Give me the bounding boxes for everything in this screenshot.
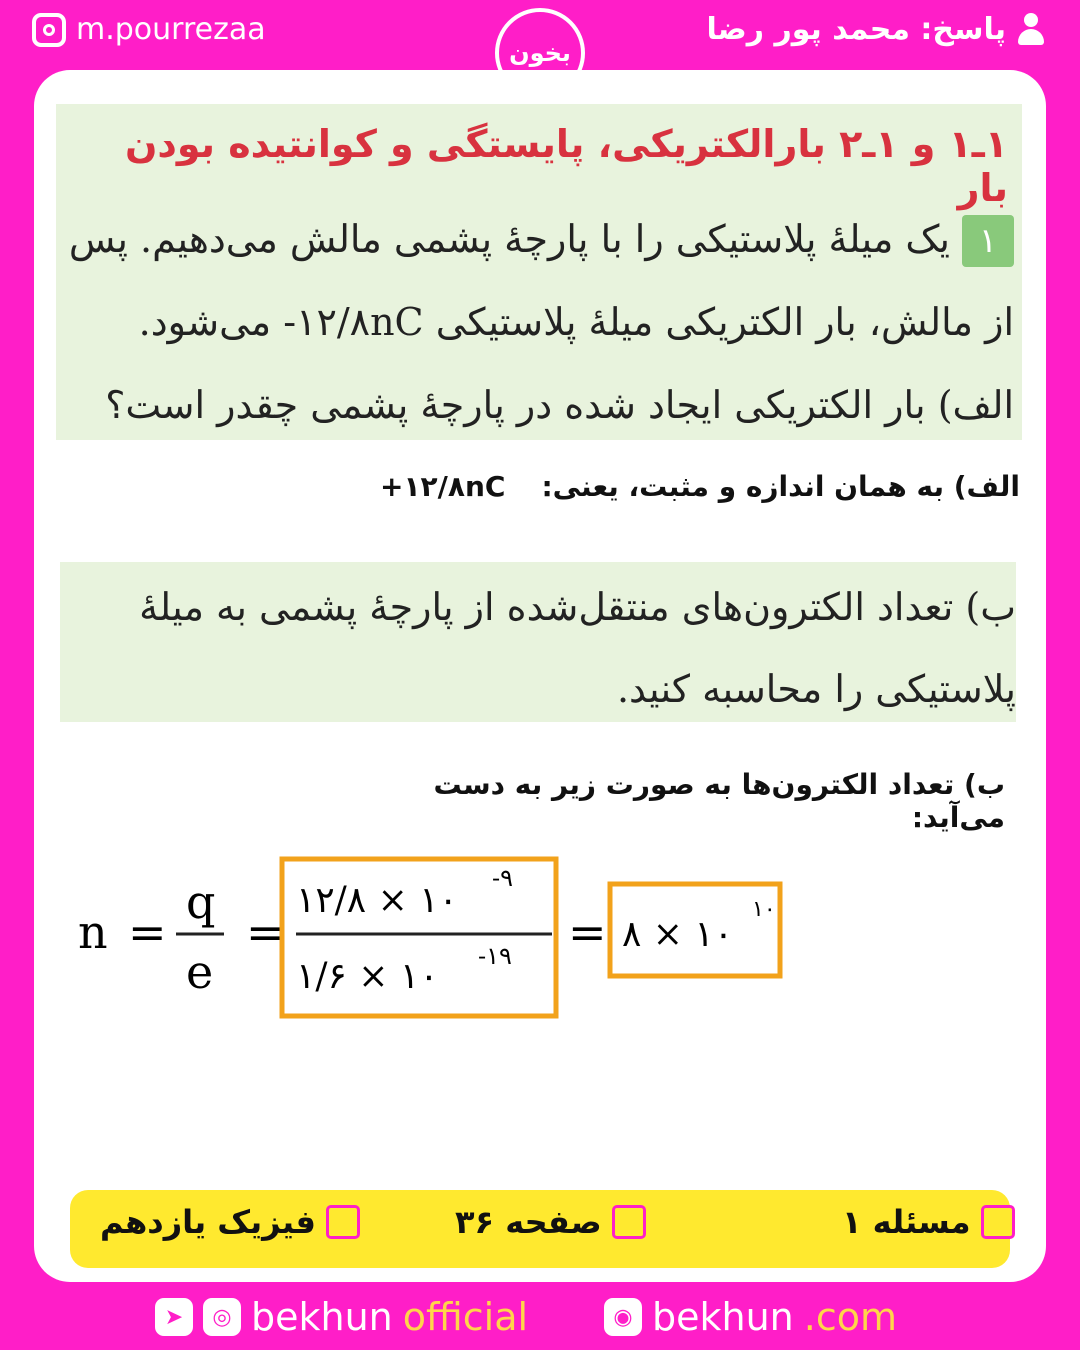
- book-label-text: فیزیک یازدهم: [100, 1203, 316, 1241]
- formula-equals-3: =: [568, 905, 607, 959]
- formula-numerator: ۱۲/۸ × ۱۰: [296, 880, 458, 921]
- formula-result-exponent: ۱۰: [752, 897, 776, 922]
- page-label: [455, 1203, 646, 1241]
- electron-count-formula: [70, 856, 800, 1031]
- globe-icon: ◉: [604, 1298, 642, 1336]
- answer-a-text: الف) به همان اندازه و مثبت، یعنی:: [541, 470, 1020, 503]
- question-b-line-1: ب) تعداد الکترون‌های منتقل‌شده از پارچهٔ پشمی به میلهٔ: [139, 585, 1016, 629]
- logo-text: بخون: [509, 39, 571, 67]
- social-handle-suffix: official: [402, 1295, 529, 1339]
- question-b-line-2: پلاستیکی را محاسبه کنید.: [616, 667, 1016, 711]
- user-icon: [1016, 13, 1046, 47]
- problem-line-2: از مالش، بار الکتریکی میلهٔ پلاستیکی ۱۲/۸nC- می‌شود.: [138, 300, 1014, 344]
- formula-q: q: [186, 875, 216, 929]
- formula-e: e: [186, 945, 214, 999]
- problem-label-text: مسئله ۱: [842, 1203, 971, 1241]
- problem-line-1-text: یک میلهٔ پلاستیکی را با پارچهٔ پشمی مالش می‌دهیم. پس: [68, 217, 950, 261]
- formula-result: ۸ × ۱۰: [622, 914, 734, 955]
- formula-equals-1: =: [128, 905, 167, 959]
- website-bottom-right[interactable]: [604, 1295, 897, 1339]
- problem-number: ۱: [962, 215, 1014, 267]
- page-label-text: صفحه ۳۶: [455, 1203, 602, 1241]
- website-prefix: bekhun: [652, 1295, 794, 1339]
- book-icon: [326, 1205, 360, 1239]
- answer-author: [707, 12, 1047, 47]
- instagram-bottom-icon: ◎: [203, 1298, 241, 1336]
- telegram-icon: ➤: [155, 1298, 193, 1336]
- formula-n: n: [78, 905, 108, 959]
- social-handle-prefix: bekhun: [251, 1295, 393, 1339]
- formula-denominator: ۱/۶ × ۱۰: [296, 956, 439, 997]
- open-book-icon: [612, 1205, 646, 1239]
- problem-text: [64, 198, 1014, 447]
- problem-line-1: [64, 198, 1014, 281]
- answer-b-text: ب) تعداد الکترون‌ها به صورت زیر به دست می‌آید:: [433, 768, 1005, 834]
- problem-label: [842, 1203, 1015, 1241]
- formula-denominator-exponent: -۱۹: [478, 942, 512, 970]
- formula-equals-2: =: [246, 905, 285, 959]
- question-b: [64, 566, 1016, 730]
- social-bottom-left[interactable]: [155, 1295, 528, 1339]
- book-label: [100, 1203, 360, 1241]
- website-suffix: .com: [803, 1295, 898, 1339]
- student-icon: [981, 1205, 1015, 1239]
- section-title: ۱ـ۱ و ۱ـ۲ بارالکتریکی، پایستگی و کوانتیده بودن بار: [124, 122, 1008, 210]
- answer-a-value: +۱۲/۸nC: [380, 470, 506, 503]
- answer-author-text: پاسخ: محمد پور رضا: [706, 12, 1006, 47]
- formula-numerator-exponent: -۹: [492, 864, 513, 892]
- instagram-handle[interactable]: [32, 12, 266, 47]
- instagram-icon: [32, 13, 66, 47]
- instagram-handle-text: m.pourrezaa: [76, 12, 266, 47]
- problem-line-3: الف) بار الکتریکی ایجاد شده در پارچهٔ پشمی چقدر است؟: [105, 383, 1014, 427]
